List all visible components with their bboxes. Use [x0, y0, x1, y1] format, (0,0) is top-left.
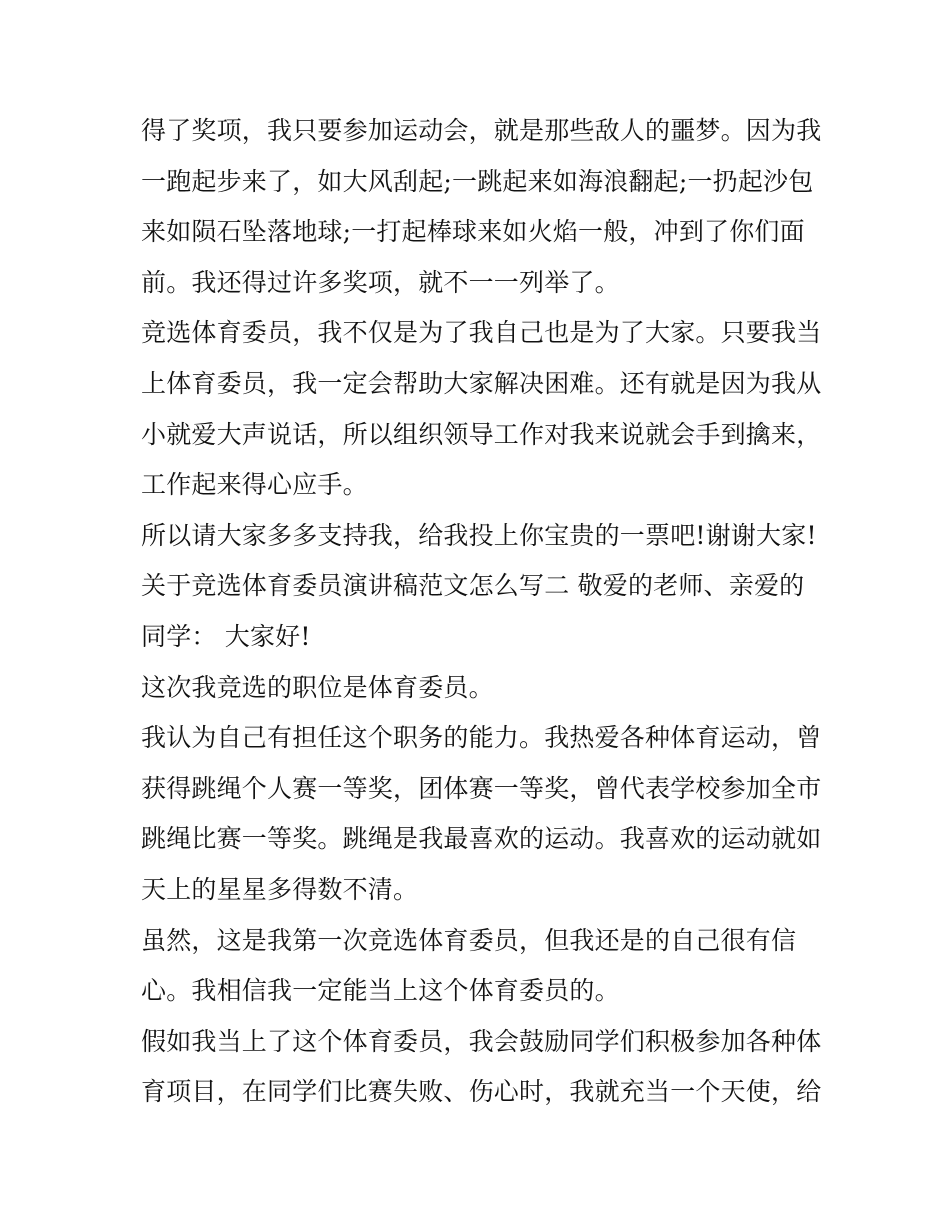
text-line: 同学： 大家好!	[141, 621, 311, 651]
text-line: 工作起来得心应手。	[141, 470, 368, 500]
text-line: 竞选体育委员，我不仅是为了我自己也是为了大家。只要我当	[141, 318, 822, 348]
text-line: 假如我当上了这个体育委员，我会鼓励同学们积极参加各种体	[141, 1026, 822, 1056]
text-line: 获得跳绳个人赛一等奖，团体赛一等奖，曾代表学校参加全市	[141, 773, 822, 803]
text-line: 育项目，在同学们比赛失败、伤心时，我就充当一个天使，给	[141, 1077, 822, 1107]
text-line: 我认为自己有担任这个职务的能力。我热爱各种体育运动，曾	[141, 723, 822, 753]
text-line: 关于竞选体育委员演讲稿范文怎么写二 敬爱的老师、亲爱的	[141, 571, 805, 601]
text-line: 所以请大家多多支持我，给我投上你宝贵的一票吧!谢谢大家!	[141, 520, 817, 550]
document-body	[141, 106, 821, 1118]
text-line: 得了奖项，我只要参加运动会，就是那些敌人的噩梦。因为我	[141, 116, 822, 145]
text-line: 心。我相信我一定能当上这个体育委员的。	[141, 976, 620, 1006]
text-line: 天上的星星多得数不清。	[141, 874, 419, 904]
text-line: 来如陨石坠落地球;一打起棒球来如火焰一般，冲到了你们面	[141, 217, 805, 247]
text-line: 前。我还得过许多奖项，就不一一列举了。	[141, 267, 620, 297]
text-line: 小就爱大声说话，所以组织领导工作对我来说就会手到擒来，	[141, 419, 822, 449]
text-line: 虽然，这是我第一次竞选体育委员，但我还是的自己很有信	[141, 925, 797, 955]
text-line: 一跑起步来了，如大风刮起;一跳起来如海浪翻起;一扔起沙包	[141, 166, 814, 196]
text-line: 上体育委员，我一定会帮助大家解决困难。还有就是因为我从	[141, 368, 822, 398]
text-line: 这次我竞选的职位是体育委员。	[141, 672, 494, 702]
text-line: 跳绳比赛一等奖。跳绳是我最喜欢的运动。我喜欢的运动就如	[141, 824, 822, 854]
